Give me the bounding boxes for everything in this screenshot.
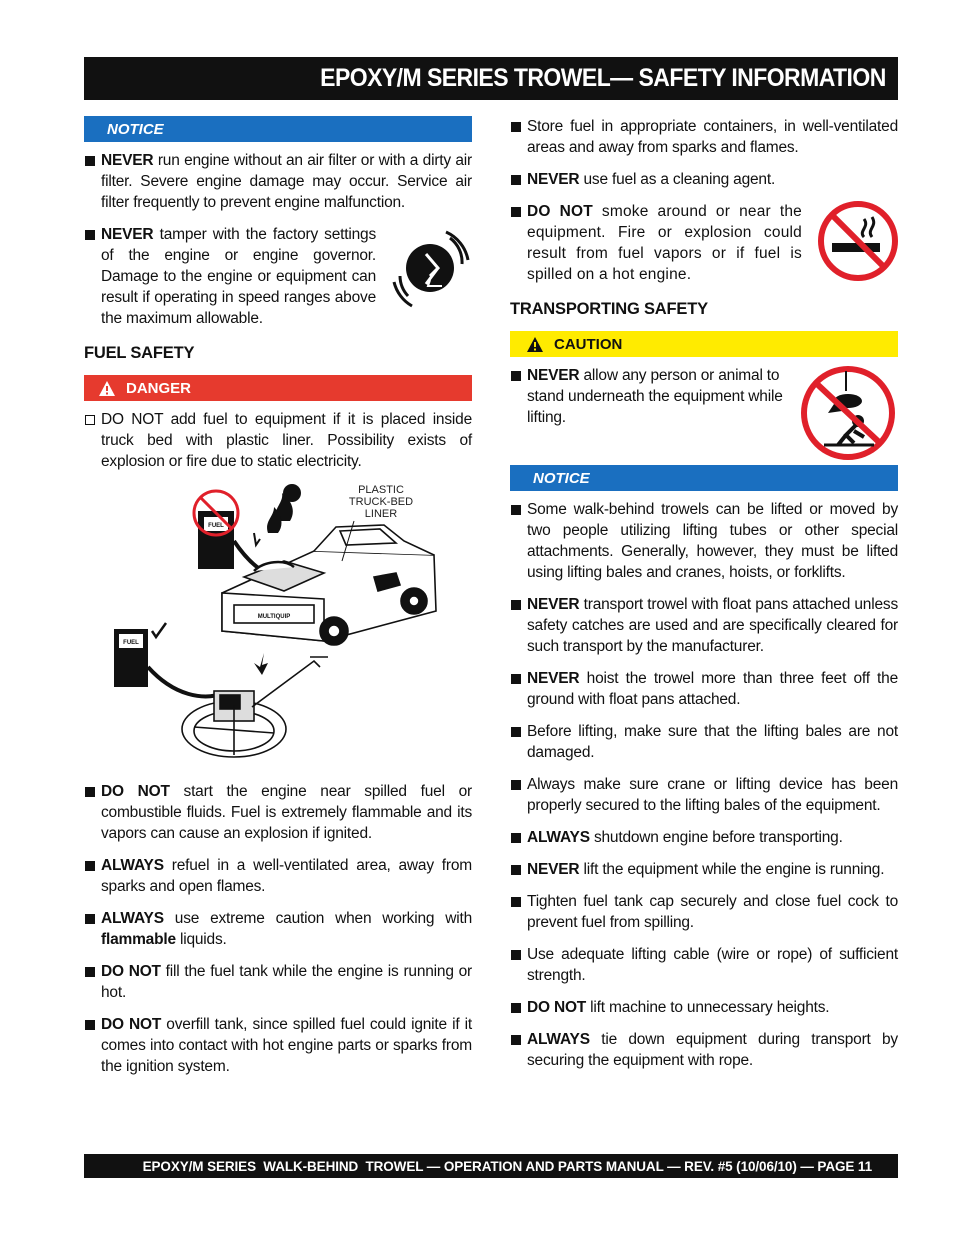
- list-item: Some walk-behind trowels can be lifted or moved by two people utilizing lifting tubes or other special attachments. Generally, however, they must be lifted using lifting bales and cranes, hoists, or forklifts.: [510, 499, 898, 583]
- list-item: Always make sure crane or lifting device has been properly secured to the lifting bales of the equipment.: [510, 774, 898, 816]
- fueling-truck-illustration: [84, 481, 472, 781]
- pump-label-2: FUEL: [123, 640, 139, 646]
- list-item: Before lifting, make sure that the lifting bales are not damaged.: [510, 721, 898, 763]
- no-smoking-icon: [812, 201, 898, 296]
- list-item-with-icon: [84, 224, 472, 340]
- list-item-with-icon: [510, 201, 898, 296]
- fuel-pump-prohibited-icon: [194, 491, 238, 569]
- left-column: [84, 116, 472, 1088]
- notice-band: NOTICE: [510, 465, 898, 491]
- fuel-safety-heading: FUEL SAFETY: [84, 344, 195, 362]
- plastic-liner-label-2: TRUCK-BED: [348, 496, 414, 508]
- list-item: NEVER use fuel as a cleaning agent.: [510, 169, 898, 190]
- governor-dial-icon: [382, 224, 472, 340]
- pump-label: FUEL: [208, 523, 224, 529]
- bullet-square-icon: [511, 175, 521, 185]
- danger-band: DANGER: [84, 375, 472, 401]
- list-item: DO NOT lift machine to unnecessary heights.: [510, 997, 898, 1018]
- bullet-square-icon: [85, 230, 95, 240]
- transporting-safety-heading: TRANSPORTING SAFETY: [510, 300, 708, 318]
- right-column: [510, 116, 898, 1082]
- list-item: DO NOT start the engine near spilled fuel or combustible fluids. Fuel is extremely flammable and its vapors can cause an explosion if ignited.: [84, 781, 472, 844]
- list-item: Use adequate lifting cable (wire or rope) of sufficient strength.: [510, 944, 898, 986]
- list-item: ALWAYS tie down equipment during transport by securing the equipment with rope.: [510, 1029, 898, 1071]
- bullet-square-icon: [85, 1020, 95, 1030]
- list-item: DO NOT fill the fuel tank while the engine is running or hot.: [84, 961, 472, 1003]
- page-title: EPOXY/M SERIES TROWEL— SAFETY INFORMATION: [320, 64, 886, 92]
- bullet-square-icon: [85, 415, 95, 425]
- list-item: ALWAYS shutdown engine before transporting.: [510, 827, 898, 848]
- page-footer: [84, 1154, 898, 1178]
- bullet-square-icon: [511, 1035, 521, 1045]
- list-item: Store fuel in appropriate containers, in well-ventilated areas and away from sparks and flames.: [510, 116, 898, 158]
- bullet-square-icon: [511, 674, 521, 684]
- bullet-square-icon: [511, 122, 521, 132]
- list-item: NEVER allow any person or animal to stand underneath the equipment while lifting.: [510, 365, 794, 452]
- bullet-square-icon: [511, 1003, 521, 1013]
- plastic-liner-label-1: PLASTIC: [358, 484, 404, 496]
- bullet-square-icon: [85, 967, 95, 977]
- bullet-square-icon: [85, 156, 95, 166]
- list-item: ALWAYS refuel in a well-ventilated area, away from sparks and open flames.: [84, 855, 472, 897]
- bullet-square-icon: [511, 371, 521, 381]
- power-trowel-drawing: [182, 657, 328, 757]
- warning-triangle-icon: [98, 380, 116, 397]
- list-item: NEVER lift the equipment while the engine is running.: [510, 859, 898, 880]
- list-item-with-icon: [510, 365, 898, 463]
- list-item: NEVER transport trowel with float pans attached unless safety catches are used and are specifically cleared for such transport by the manufacturer.: [510, 594, 898, 657]
- bullet-square-icon: [511, 833, 521, 843]
- bullet-square-icon: [85, 787, 95, 797]
- bullet-square-icon: [511, 600, 521, 610]
- list-item: DO NOT overfill tank, since spilled fuel could ignite if it comes into contact with hot engine parts or sparks from the ignition system.: [84, 1014, 472, 1077]
- plastic-liner-label-3: LINER: [364, 508, 398, 520]
- list-item: DO NOT smoke around or near the equipment. Fire or explosion could result from fuel vapors or if fuel is spilled on a hot engine.: [510, 201, 812, 285]
- notice-band: NOTICE: [84, 116, 472, 142]
- list-item: Tighten fuel tank cap securely and close fuel cock to prevent fuel from spilling.: [510, 891, 898, 933]
- bullet-square-icon: [511, 207, 521, 217]
- bullet-square-icon: [511, 897, 521, 907]
- list-item: NEVER hoist the trowel more than three feet off the ground with float pans attached.: [510, 668, 898, 710]
- list-item: DO NOT add fuel to equipment if it is placed inside truck bed with plastic liner. Possibility exists of explosion or fire due to static electricity.: [84, 409, 472, 472]
- warning-triangle-icon: [526, 336, 544, 353]
- bullet-square-icon: [511, 505, 521, 515]
- fire-icon: [267, 484, 301, 533]
- list-item: NEVER tamper with the factory settings of the engine or engine governor. Damage to the engine or equipment can result if operating in speed ranges above the maximum allowable.: [84, 224, 382, 329]
- bullet-square-icon: [511, 780, 521, 790]
- bullet-square-icon: [85, 914, 95, 924]
- bullet-square-icon: [511, 865, 521, 875]
- bullet-square-icon: [85, 861, 95, 871]
- list-item: NEVER run engine without an air filter or with a dirty air filter. Severe engine damage may occur. Service air filter frequently to prevent engine malfunction.: [84, 150, 472, 213]
- bullet-square-icon: [511, 950, 521, 960]
- list-item: ALWAYS use extreme caution when working with flammable liquids.: [84, 908, 472, 950]
- caution-band: CAUTION: [510, 331, 898, 357]
- bullet-square-icon: [511, 727, 521, 737]
- no-standing-under-load-icon: [794, 365, 898, 463]
- truck-brand-label: MULTIQUIP: [257, 614, 291, 620]
- footer-text: EPOXY/M SERIES WALK-BEHIND TROWEL — OPERATION AND PARTS MANUAL — REV. #5 (10/06/10) — PAGE 11: [142, 1158, 872, 1174]
- page-title-bar: [84, 57, 898, 100]
